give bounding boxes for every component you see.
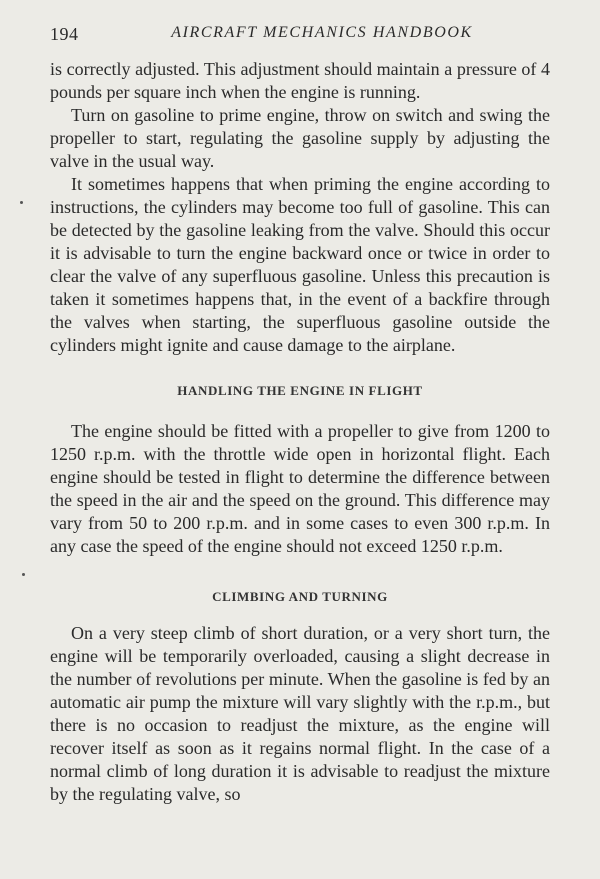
paragraph-priming-caution: It sometimes happens that when priming the engine according to instructions, the cylinders may become too full of gasoline. This can be detected by the gasoline leaking from the valve. Should this occur it is advisable to turn the engine backward once or twice in order to clear the valve of any superfluous gasoline. Unless this precaution is taken it sometimes happens that, in the event of a backfire through the valves when starting, the superfluous gasoline outside the cylinders might ignite and cause damage to the airplane. xyxy=(50,174,550,355)
section-heading-flight: HANDLING THE ENGINE IN FLIGHT xyxy=(177,383,423,398)
page-body xyxy=(50,58,550,806)
running-head: AIRCRAFT MECHANICS HANDBOOK xyxy=(171,24,473,41)
margin-speck xyxy=(22,573,25,576)
paragraph-prime-engine: Turn on gasoline to prime engine, throw on switch and swing the propeller to start, regulating the gasoline supply by adjusting the valve in the usual way. xyxy=(50,105,550,171)
paragraph-adjustment: is correctly adjusted. This adjustment should maintain a pressure of 4 pounds per square inch when the engine is running. xyxy=(50,59,550,102)
paragraph-flight: The engine should be fitted with a propeller to give from 1200 to 1250 r.p.m. with the throttle wide open in horizontal flight. Each engine should be tested in flight to determine the difference between the speed in the air and the speed on the ground. This difference may vary from 50 to 200 r.p.m. and in some cases to even 300 r.p.m. In any case the speed of the engine should not exceed 1250 r.p.m. xyxy=(50,421,550,556)
paragraph-climbing: On a very steep climb of short duration, or a very short turn, the engine will be temporarily overloaded, causing a slight decrease in the number of revolutions per minute. When the gasoline is fed by an automatic air pump the mixture will vary slightly with the r.p.m., but there is no occasion to readjust the mixture, as the engine will recover itself as soon as it regains normal flight. In the case of a normal climb of long duration it is advisable to readjust the mixture by the regulating valve, so xyxy=(50,623,550,804)
margin-speck xyxy=(20,201,23,204)
page-number: 194 xyxy=(50,24,79,44)
section-heading-climbing: CLIMBING AND TURNING xyxy=(212,589,388,604)
page-header xyxy=(50,24,550,46)
